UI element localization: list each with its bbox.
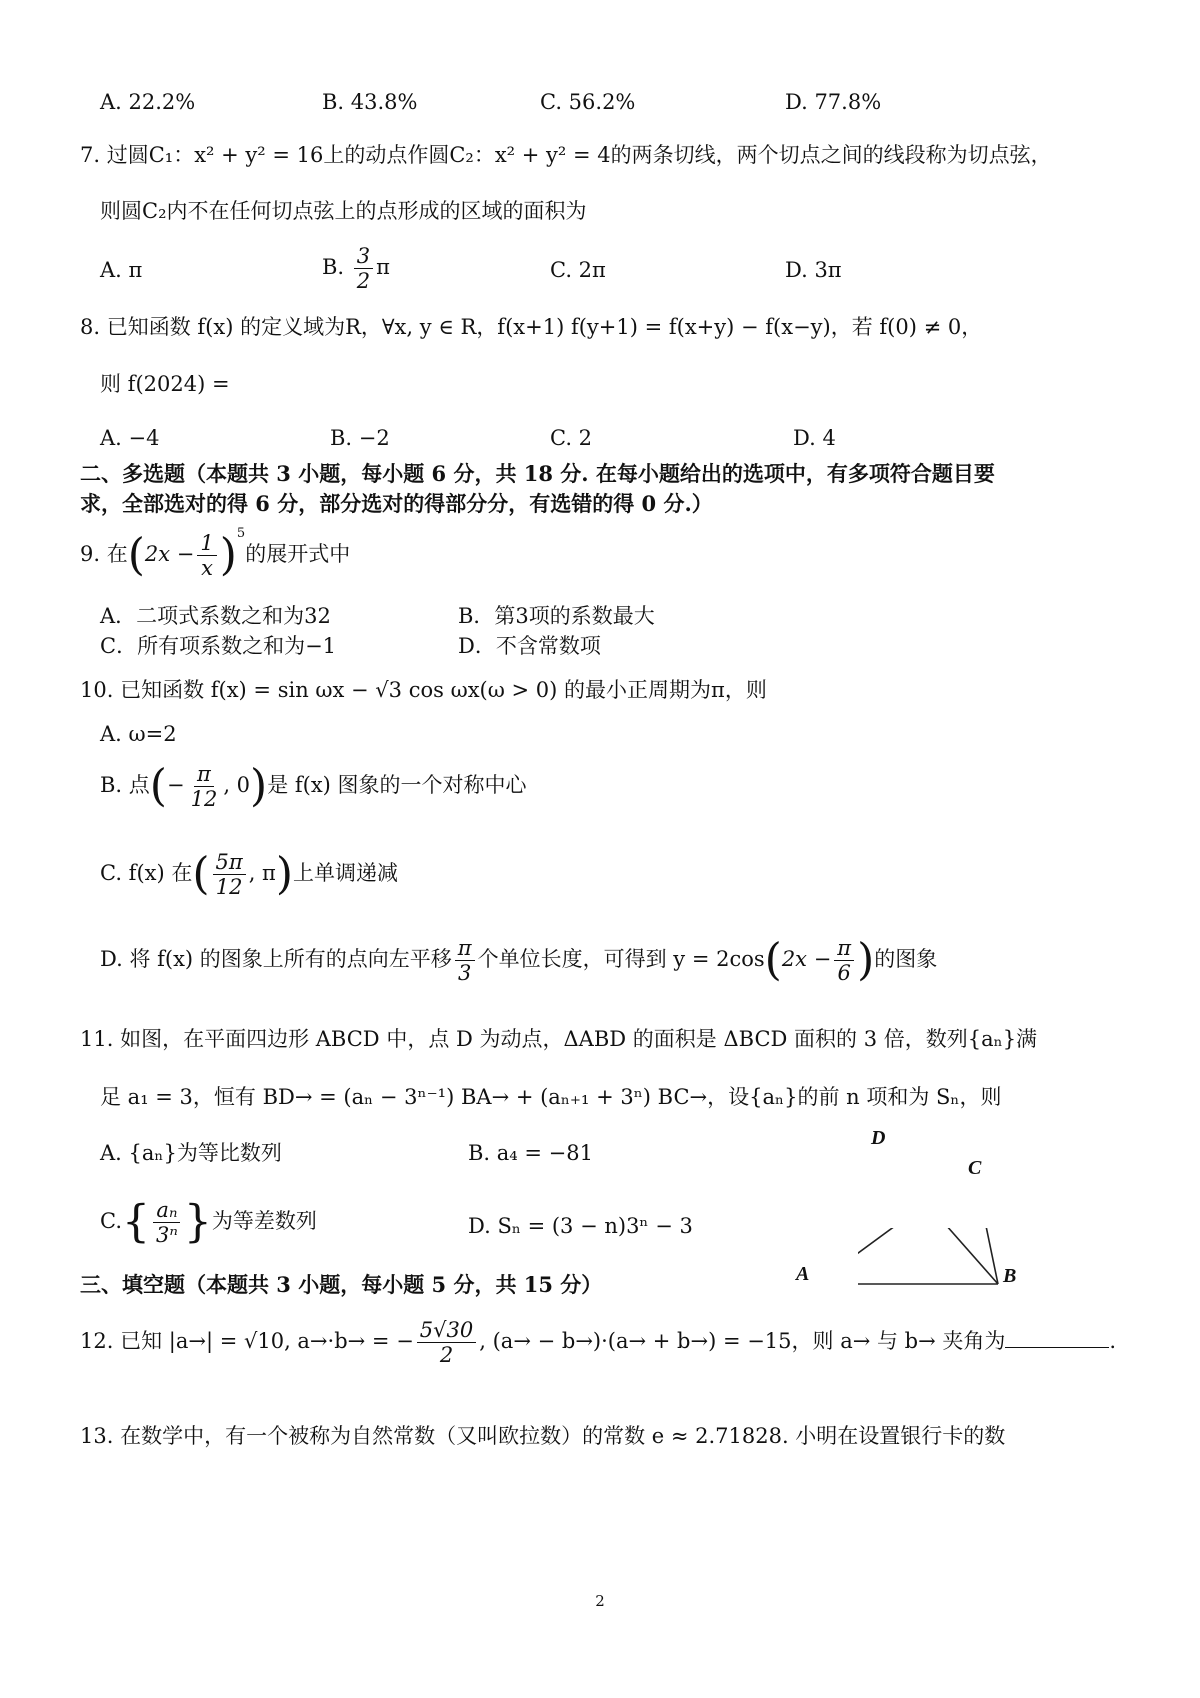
q9-stem: 9. 在(2x − $\frac{1}{x}$ )$^5$的展开式中	[80, 526, 351, 581]
section-3-header: 三、填空题（本题共 3 小题，每小题 5 分，共 15 分）	[80, 1272, 603, 1297]
answer-blank	[1005, 1329, 1109, 1348]
q7-stem-line1: 7. 过圆C₁：x² + y² = 16上的动点作圆C₂：x² + y² = 4的两条切线，两个切点之间的线段称为切点弦，	[80, 143, 1052, 167]
q10-stem: 10. 已知函数 f(x) = sin ωx − √3 cos ωx(ω > 0) 的最小正周期为π，则	[80, 678, 767, 702]
q11-stem-line2: 足 a₁ = 3，恒有 BD→ = (aₙ − 3ⁿ⁻¹) BA→ + (aₙ₊₁ + 3ⁿ) BC→，设{aₙ}的前 n 项和为 Sₙ，则	[100, 1085, 1002, 1109]
fig-label-c: C	[968, 1157, 982, 1179]
q11-option-c: C.{ $\frac{\text{aₙ}}{\text{3ⁿ}}$ }为等差数列	[100, 1196, 317, 1248]
q7-option-d: D. 3π	[785, 258, 842, 282]
q10-option-d: D. 将 f(x) 的图象上所有的点向左平移 $\frac{\pi}{3}$ 个单位长度，可得到 y = 2cos(2x − $\frac{\pi}{6}$ )的图象	[100, 934, 938, 986]
q6-option-b: B. 43.8%	[322, 90, 418, 114]
q9-option-b: B．第3项的系数最大	[458, 604, 655, 628]
q11-option-b: B. a₄ = −81	[468, 1141, 593, 1165]
q11-option-a: A. {aₙ}为等比数列	[100, 1141, 282, 1165]
q6-option-a: A. 22.2%	[100, 90, 196, 114]
q9-option-c: C．所有项系数之和为−1	[100, 634, 337, 658]
q10-option-a: A. ω=2	[100, 722, 177, 746]
q6-option-c: C. 56.2%	[540, 90, 636, 114]
q8-stem-line2: 则 f(2024) =	[100, 372, 230, 396]
segment-cb	[974, 1228, 998, 1284]
q12-stem: 12. 已知 |a→| = √10, a→·b→ = − $\frac{5√30}{2}$ , (a→ − b→)·(a→ + b→) = −15，则 a→ 与 b→ 夹角为 .	[80, 1318, 1117, 1368]
q9-option-d: D．不含常数项	[458, 634, 601, 658]
q10-option-c: C. f(x) 在( $\frac{5\pi}{12}$ , π)上单调递减	[100, 848, 399, 900]
quadrilateral-abcd-figure	[858, 1228, 1098, 1398]
q7-option-c: C. 2π	[550, 258, 606, 282]
q11-stem-line1: 11. 如图，在平面四边形 ABCD 中，点 D 为动点，ΔABD 的面积是 ΔBCD 面积的 3 倍，数列{aₙ}满	[80, 1027, 1038, 1051]
page-number: 2	[595, 1592, 605, 1610]
q8-option-a: A. −4	[100, 426, 160, 450]
q13-stem-line1: 13. 在数学中，有一个被称为自然常数（又叫欧拉数）的常数 e ≈ 2.71828. 小明在设置银行卡的数	[80, 1424, 1006, 1448]
q9-option-a: A．二项式系数之和为32	[100, 604, 331, 628]
fig-label-a: A	[796, 1263, 810, 1285]
q8-option-d: D. 4	[793, 426, 836, 450]
diagonal-bd	[878, 1228, 998, 1284]
fig-label-b: B	[1003, 1265, 1017, 1287]
q7-option-b: B. $\frac{3}{2}$ π	[322, 244, 390, 294]
q7-stem-line2: 则圆C₂内不在任何切点弦上的点形成的区域的面积为	[100, 199, 587, 223]
q11-option-d: D. Sₙ = (3 − n)3ⁿ − 3	[468, 1214, 693, 1238]
section-2-header-line1: 二、多选题（本题共 3 小题，每小题 6 分，共 18 分. 在每小题给出的选项中，有多项符合题目要	[80, 461, 995, 486]
q8-option-c: C. 2	[550, 426, 593, 450]
q10-option-b: B. 点(− $\frac{\pi}{12}$ , 0)是 f(x) 图象的一个对称中心	[100, 760, 527, 812]
q6-option-d: D. 77.8%	[785, 90, 882, 114]
q8-stem-line1: 8. 已知函数 f(x) 的定义域为R，∀x, y ∈ R，f(x+1) f(y+1) = f(x+y) − f(x−y)，若 f(0) ≠ 0，	[80, 315, 983, 339]
section-2-header-line2: 求，全部选对的得 6 分，部分选对的得部分分，有选错的得 0 分.）	[80, 491, 713, 516]
fig-label-d: D	[871, 1127, 886, 1149]
q8-option-b: B. −2	[330, 426, 390, 450]
segment-ad	[858, 1228, 878, 1284]
q7-option-a: A. π	[100, 258, 143, 282]
